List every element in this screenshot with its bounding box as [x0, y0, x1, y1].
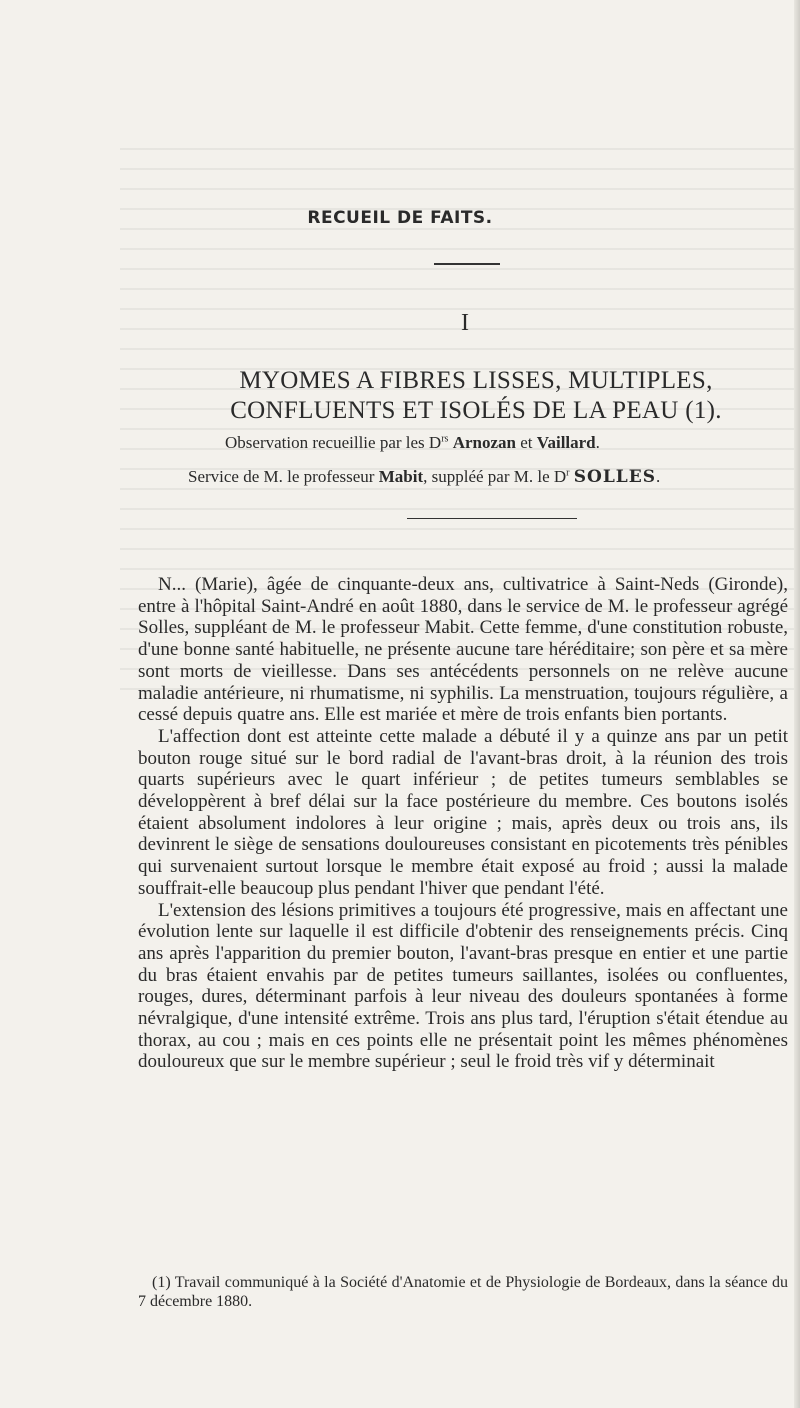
separator-rule [407, 518, 577, 519]
title-rule [434, 263, 500, 265]
author-vaillard: Vaillard [536, 433, 596, 452]
paragraph: L'affection dont est atteinte cette malade a débuté il y a quinze ans par un petit bouton rouge situé sur le bord radial de l'avant-bras droit, à la réunion des trois quarts supérieurs avec le quart inférieur ; de petites tumeurs semblables se développèrent à bref délai sur la face postérieure du membre. Ces boutons isolés étaient absolument indolores à leur origine ; mais, après deux ou trois ans, ils devinrent le siège de sensations douloureuses consistant en picotements très pénibles qui survenaient surtout lorsque le membre était exposé au froid ; aussi la malade souffrait-elle beaucoup plus pendant l'hiver que pendant l'été. [138, 725, 788, 899]
service-prefix: Service de M. le professeur [188, 467, 379, 486]
observation-line [225, 433, 600, 453]
service-line [188, 467, 660, 487]
observation-and: et [515, 433, 537, 452]
observation-end: . [595, 433, 600, 452]
service-middle: , suppléé par M. le D [423, 467, 567, 486]
author-arnozan: Arnozan [452, 433, 516, 452]
roman-numeral: I [461, 310, 469, 336]
footnote [138, 1273, 788, 1311]
service-end: . [656, 467, 661, 486]
doctor-solles: SOLLES [573, 467, 656, 487]
article-title: MYOMES A FIBRES LISSES, MULTIPLES, CONFLUENTS ET ISOLÉS DE LA PEAU (1). [230, 367, 722, 424]
body-text [138, 574, 788, 1073]
footnote-text: (1) Travail communiqué à la Société d'Anatomie et de Physiologie de Bordeaux, dans la séance du 7 décembre 1880. [138, 1274, 788, 1310]
observation-prefix: Observation recueillie par les D [225, 433, 442, 452]
paragraph: L'extension des lésions primitives a toujours été progressive, mais en affectant une évolution lente sur laquelle il est difficile d'obtenir des renseignements précis. Cinq ans après l'apparition du premier bouton, l'avant-bras presque en entier et une partie du bras étaient envahis par de petites tumeurs saillantes, isolées ou confluentes, rouges, dures, déterminant parfois à leur niveau des douleurs spontanées à forme névralgique, d'une intensité extrême. Trois ans plus tard, l'éruption s'était étendue au thorax, au cou ; mais en ces points elle ne présentait point les mêmes phénomènes douloureux que sur le membre supérieur ; seul le froid très vif y déterminait [138, 899, 788, 1073]
professor-mabit: Mabit [378, 467, 424, 486]
paragraph: N... (Marie), âgée de cinquante-deux ans, cultivatrice à Saint-Neds (Gironde), entre à l'hôpital Saint-André en août 1880, dans le service de M. le professeur agrégé Solles, suppléant de M. le professeur Mabit. Cette femme, d'une constitution robuste, d'une bonne santé habituelle, ne présente aucune tare héréditaire; son père et sa mère sont morts de vieillesse. Dans ses antécédents personnels on ne relève aucune maladie antérieure, ni rhumatisme, ni syphilis. La menstruation, toujours régulière, a cessé depuis quatre ans. Elle est mariée et mère de trois enfants bien portants. [138, 574, 788, 726]
observation-sup: rs [441, 433, 449, 445]
section-title: RECUEIL DE FAITS. [307, 208, 493, 228]
service-sup: r [566, 467, 570, 479]
